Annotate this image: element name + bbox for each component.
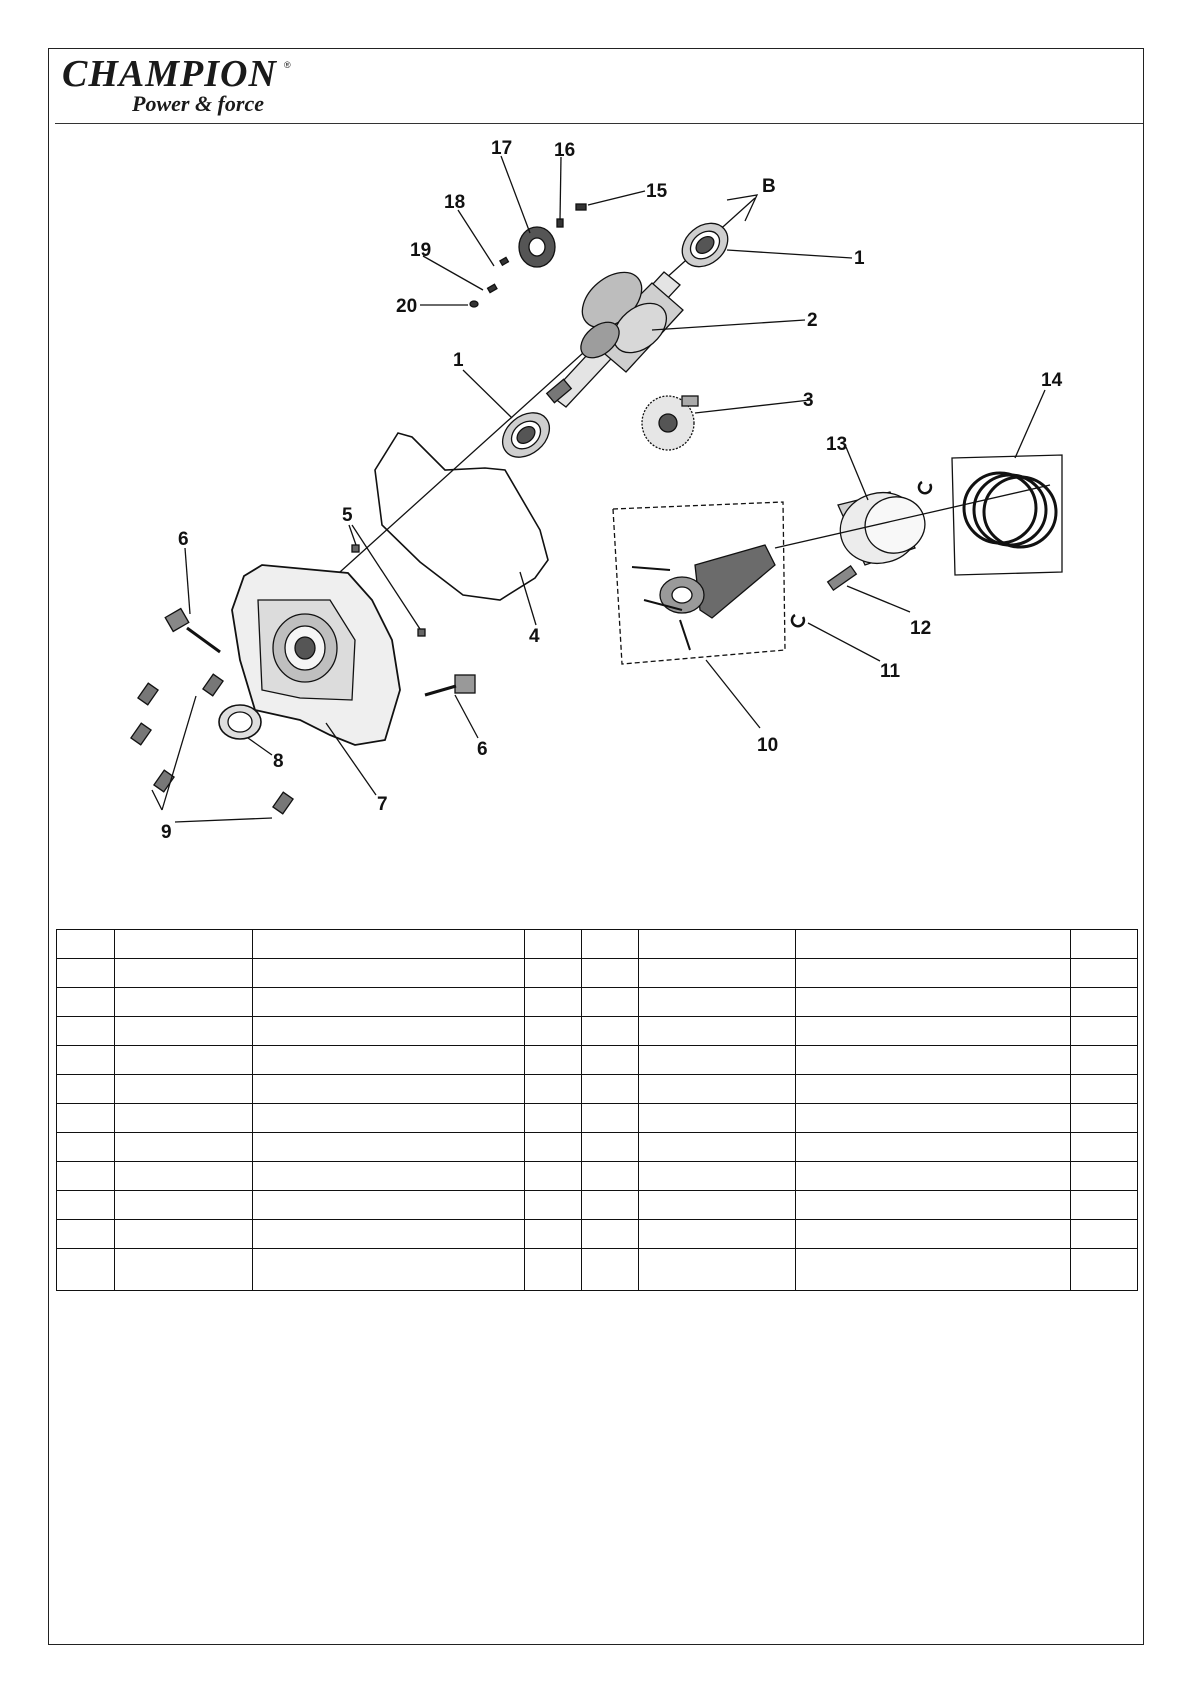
table-cell [796, 1104, 1071, 1133]
callout-1-lower: 1 [453, 350, 464, 371]
table-cell [57, 988, 115, 1017]
callout-17: 17 [491, 138, 513, 159]
table-cell [639, 1046, 796, 1075]
oil-seal [219, 705, 261, 739]
callout-19: 19 [410, 240, 432, 261]
callout-line-10 [706, 660, 760, 728]
callout-14: 14 [1041, 370, 1063, 391]
table-cell [582, 1104, 639, 1133]
table-cell [1071, 959, 1138, 988]
table-cell [525, 1191, 582, 1220]
table-cell [253, 1017, 525, 1046]
table-cell [253, 1075, 525, 1104]
callout-1-upper: 1 [854, 248, 865, 269]
callout-6-left: 6 [178, 529, 189, 550]
table-cell [115, 988, 253, 1017]
table-cell [796, 959, 1071, 988]
table-cell [1071, 1046, 1138, 1075]
table-cell [582, 988, 639, 1017]
piston-rings-group [952, 455, 1062, 575]
callout-7: 7 [377, 794, 388, 815]
parts-list-table [56, 929, 1138, 1291]
table-cell [796, 1133, 1071, 1162]
callout-15: 15 [646, 181, 668, 202]
table-cell [639, 1220, 796, 1249]
piston-circlip-upper [919, 482, 931, 493]
table-row [57, 930, 1138, 959]
table-cell [525, 1104, 582, 1133]
table-cell [57, 1133, 115, 1162]
table-cell [115, 1046, 253, 1075]
table-cell [1071, 930, 1138, 959]
arrow-b-head [727, 195, 757, 221]
table-cell [582, 930, 639, 959]
callout-line-13 [846, 447, 868, 500]
callout-line-1b [463, 370, 512, 418]
callout-line-11 [808, 623, 880, 661]
table-cell [582, 1133, 639, 1162]
table-cell [639, 1133, 796, 1162]
table-row [57, 1162, 1138, 1191]
piston [832, 484, 931, 572]
table-cell [796, 1249, 1071, 1291]
table-cell [582, 959, 639, 988]
callout-13: 13 [826, 434, 848, 455]
callout-18: 18 [444, 192, 466, 213]
table-cell [115, 1133, 253, 1162]
table-cell [525, 1075, 582, 1104]
callout-16: 16 [554, 140, 576, 161]
crankshaft [547, 261, 683, 407]
table-cell [253, 1104, 525, 1133]
callout-2: 2 [807, 310, 818, 331]
cam-gear [642, 396, 698, 450]
callout-3: 3 [803, 390, 814, 411]
table-cell [115, 1162, 253, 1191]
piston-circlip-lower [792, 615, 804, 626]
callout-line-12 [847, 586, 910, 612]
callout-5: 5 [342, 505, 353, 526]
table-cell [525, 988, 582, 1017]
callout-line-5a [349, 525, 356, 545]
callout-line-2 [652, 320, 805, 330]
connecting-rod-group [613, 502, 785, 664]
callout-line-3 [695, 400, 810, 413]
table-cell [796, 1017, 1071, 1046]
table-row [57, 1191, 1138, 1220]
table-cell [639, 1017, 796, 1046]
callout-11: 11 [880, 661, 901, 682]
callout-12: 12 [910, 618, 932, 639]
table-cell [639, 1249, 796, 1291]
table-cell [253, 1133, 525, 1162]
table-row [57, 1220, 1138, 1249]
callout-8: 8 [273, 751, 284, 772]
callout-6-right: 6 [477, 739, 488, 760]
table-cell [525, 1162, 582, 1191]
table-cell [57, 1017, 115, 1046]
table-row [57, 1133, 1138, 1162]
callout-line-9a [162, 696, 196, 810]
table-cell [57, 1046, 115, 1075]
callout-line-6b [455, 695, 478, 738]
table-cell [639, 930, 796, 959]
table-cell [57, 1249, 115, 1291]
oil-dipstick-right [425, 675, 475, 695]
table-cell [1071, 988, 1138, 1017]
table-cell [796, 930, 1071, 959]
table-cell [1071, 1075, 1138, 1104]
table-cell [115, 1191, 253, 1220]
table-cell [253, 1191, 525, 1220]
table-cell [253, 988, 525, 1017]
table-row [57, 1104, 1138, 1133]
logo-tagline: Power & force [132, 91, 264, 116]
table-cell [582, 1017, 639, 1046]
bearing-lower [494, 404, 558, 467]
table-cell [582, 1191, 639, 1220]
table-cell [57, 930, 115, 959]
table-cell [639, 1104, 796, 1133]
callout-line-8 [248, 738, 272, 755]
table-cell [1071, 1162, 1138, 1191]
callout-line-17 [501, 156, 530, 233]
arrow-b-label: B [762, 176, 776, 197]
table-cell [796, 1075, 1071, 1104]
callout-9: 9 [161, 822, 172, 843]
callout-10: 10 [757, 735, 779, 756]
callout-line-15 [588, 191, 645, 205]
table-cell [582, 1220, 639, 1249]
callout-line-9b [152, 790, 162, 810]
table-cell [57, 1220, 115, 1249]
table-cell [796, 1046, 1071, 1075]
table-cell [1071, 1191, 1138, 1220]
callout-line-16 [560, 157, 561, 220]
table-cell [253, 1249, 525, 1291]
table-cell [253, 1046, 525, 1075]
callout-line-19 [423, 256, 483, 290]
oil-dipstick-left [165, 609, 220, 652]
table-row [57, 1249, 1138, 1291]
table-cell [525, 1220, 582, 1249]
table-cell [525, 1046, 582, 1075]
table-cell [115, 1249, 253, 1291]
table-cell [525, 1133, 582, 1162]
table-cell [1071, 1249, 1138, 1291]
table-cell [115, 1220, 253, 1249]
table-cell [639, 988, 796, 1017]
table-cell [1071, 1133, 1138, 1162]
table-cell [582, 1162, 639, 1191]
table-row [57, 1017, 1138, 1046]
table-cell [796, 1220, 1071, 1249]
table-cell [525, 1017, 582, 1046]
table-cell [525, 1249, 582, 1291]
logo-brand-text: CHAMPION [62, 53, 277, 95]
table-cell [1071, 1220, 1138, 1249]
table-cell [796, 988, 1071, 1017]
table-cell [582, 1249, 639, 1291]
table-row [57, 1046, 1138, 1075]
logo-registered-mark: ® [284, 60, 291, 70]
table-cell [639, 959, 796, 988]
callout-line-18 [458, 210, 494, 266]
table-cell [582, 1046, 639, 1075]
table-cell [796, 1162, 1071, 1191]
callout-line-1a [727, 250, 852, 258]
callout-line-14 [1015, 390, 1045, 458]
table-cell [57, 959, 115, 988]
table-cell [115, 959, 253, 988]
callout-line-9c [175, 818, 272, 822]
table-cell [253, 930, 525, 959]
table-row [57, 988, 1138, 1017]
table-cell [582, 1075, 639, 1104]
table-cell [639, 1075, 796, 1104]
table-cell [57, 1104, 115, 1133]
callout-4: 4 [529, 626, 540, 647]
table-row [57, 1075, 1138, 1104]
table-cell [57, 1162, 115, 1191]
table-row [57, 959, 1138, 988]
table-cell [115, 930, 253, 959]
table-cell [115, 1075, 253, 1104]
table-cell [1071, 1104, 1138, 1133]
table-cell [253, 1162, 525, 1191]
table-cell [1071, 1017, 1138, 1046]
table-cell [525, 930, 582, 959]
table-cell [639, 1162, 796, 1191]
piston-pin [828, 566, 857, 590]
table-cell [115, 1017, 253, 1046]
callout-line-4 [520, 572, 536, 625]
callout-20: 20 [396, 296, 418, 317]
table-cell [525, 959, 582, 988]
table-cell [57, 1075, 115, 1104]
table-cell [253, 959, 525, 988]
table-cell [253, 1220, 525, 1249]
table-cell [115, 1104, 253, 1133]
table-cell [796, 1191, 1071, 1220]
callout-line-6a [185, 548, 190, 614]
table-cell [639, 1191, 796, 1220]
table-cell [57, 1191, 115, 1220]
